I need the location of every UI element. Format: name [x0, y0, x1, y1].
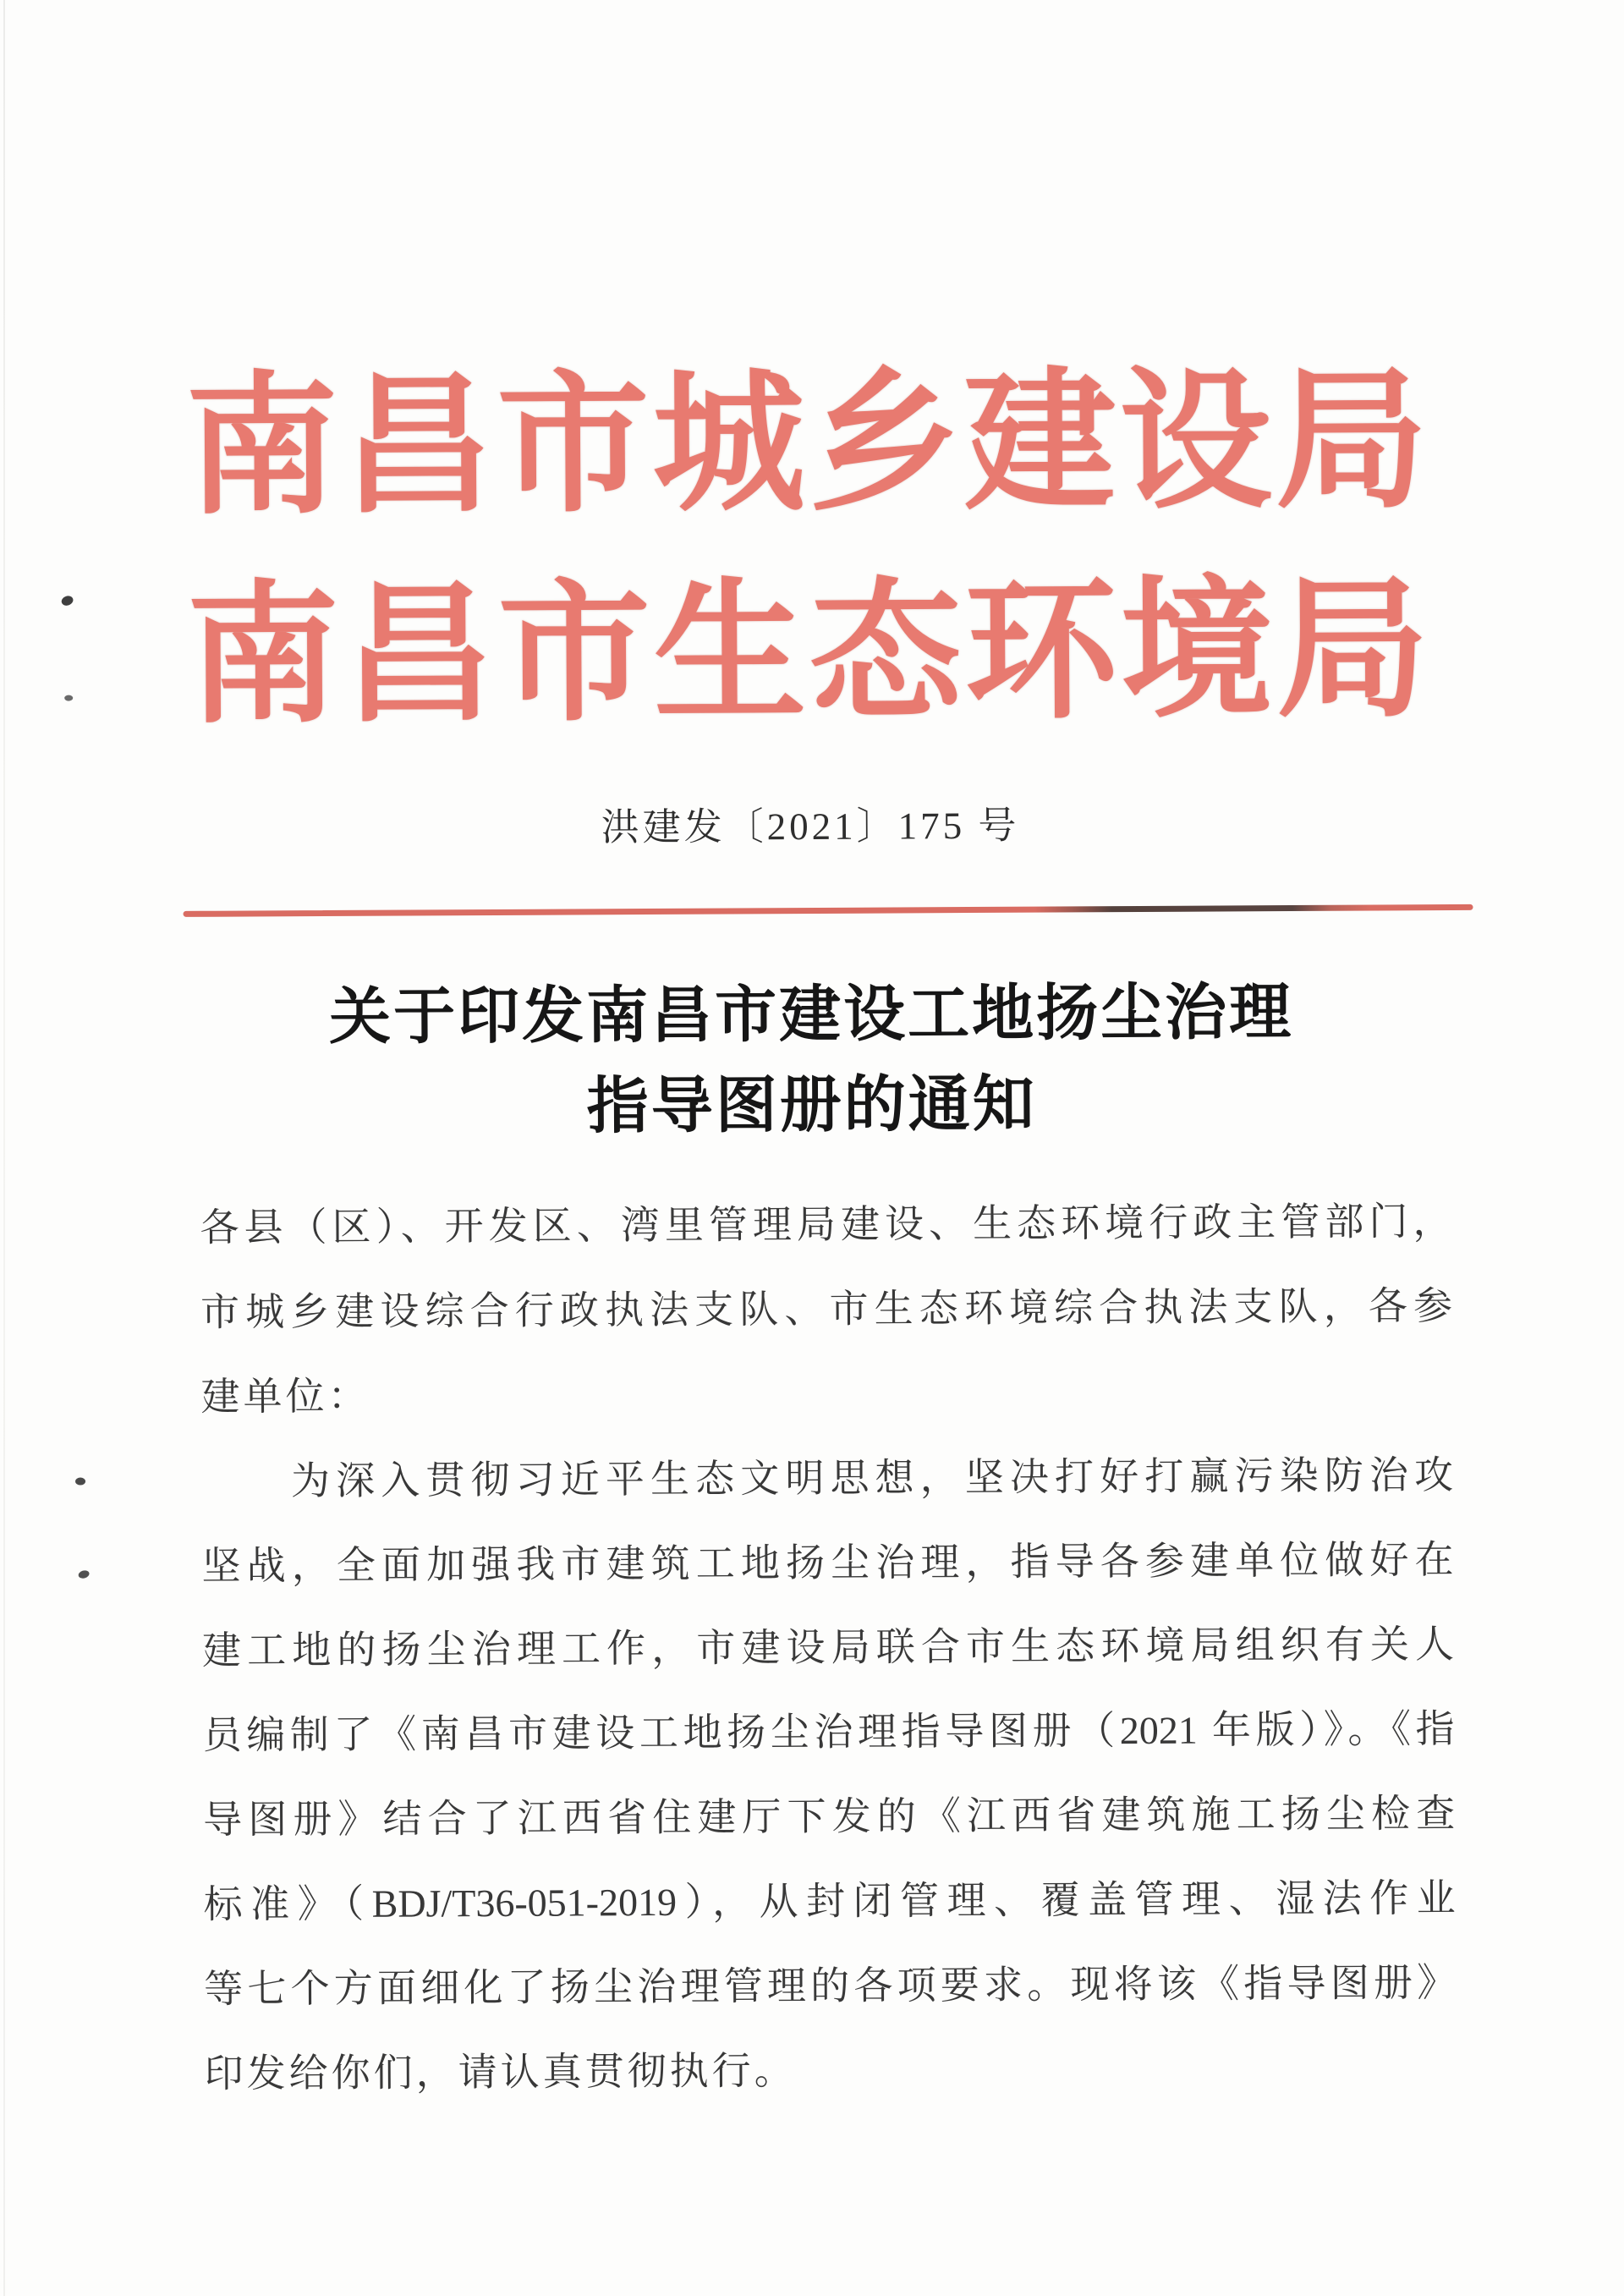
body-line: 为深入贯彻习近平生态文明思想，坚决打好打赢污染防治攻 — [290, 1453, 1454, 1503]
body-line: 各县（区）、开发区、湾里管理局建设、生态环境行政主管部门， — [200, 1200, 1452, 1250]
document-body — [200, 1179, 1457, 2117]
body-line: 印发给你们，请认真贯彻执行。 — [204, 2049, 797, 2096]
body-line: 等七个方面细化了扬尘治理管理的各项要求。现将该《指导图册》 — [204, 1961, 1457, 2011]
body-line: 市城乡建设综合行政执法支队、市生态环境综合执法支队，各参 — [200, 1284, 1453, 1334]
body-line: 建工地的扬尘治理工作，市建设局联合市生态环境局组织有关人 — [201, 1623, 1455, 1673]
body-line: 员编制了《南昌市建设工地扬尘治理指导图册（2021 年版）》。《指 — [202, 1707, 1455, 1757]
agency-header — [0, 336, 1622, 762]
document-title-line1: 关于印发南昌市建设工地扬尘治理 — [328, 978, 1294, 1052]
scan-artifact-dot — [64, 695, 73, 701]
agency-name-line1: 南昌市城乡建设局 — [185, 357, 1432, 532]
body-line: 标准》（BDJ/T36-051-2019），从封闭管理、覆盖管理、湿法作业 — [203, 1876, 1456, 1926]
scan-artifact-dot — [75, 1478, 85, 1486]
body-line: 坚战，全面加强我市建筑工地扬尘治理，指导各参建单位做好在 — [201, 1538, 1454, 1588]
document-title — [0, 965, 1624, 1155]
body-line: 建单位： — [200, 1374, 370, 1419]
document-number: 洪建发〔2021〕175 号 — [601, 804, 1020, 849]
red-separator-line — [184, 904, 1473, 917]
agency-name-line2: 南昌市生态环境局 — [186, 566, 1433, 741]
document-title-line2: 指导图册的通知 — [586, 1069, 1037, 1141]
body-line: 导图册》结合了江西省住建厅下发的《江西省建筑施工扬尘检查 — [203, 1792, 1456, 1842]
scan-artifact-dot — [78, 1569, 91, 1579]
